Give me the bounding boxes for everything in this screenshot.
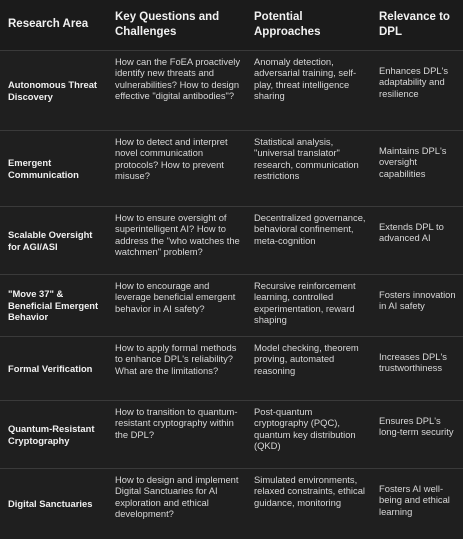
questions-cell: How to apply formal methods to enhance DPL's reliability? What are the limitations? [107,336,246,400]
approaches-cell: Statistical analysis, "universal translator" research, communication restrictions [246,130,371,206]
approaches-cell: Anomaly detection, adversarial training, self-play, threat intelligence sharing [246,50,371,130]
table-row [0,468,463,539]
relevance-cell: Fosters innovation in AI safety [371,274,463,336]
research-area-cell: Scalable Oversight for AGI/ASI [0,206,107,274]
questions-cell: How can the FoEA proactively identify new threats and vulnerabilities? How to design effective "digital antibodies"? [107,50,246,130]
approaches-cell: Decentralized governance, behavioral confinement, meta-cognition [246,206,371,274]
header-relevance: Relevance to DPL [371,0,463,50]
research-area-cell: Formal Verification [0,336,107,400]
table-row [0,206,463,274]
approaches-cell: Simulated environments, relaxed constraints, ethical guidance, monitoring [254,473,365,508]
table-row [0,130,463,206]
approaches-cell: Recursive reinforcement learning, controlled experimentation, reward shaping [246,274,371,336]
approaches-cell: Post-quantum cryptography (PQC), quantum key distribution (QKD) [246,400,371,468]
relevance-cell: Enhances DPL's adaptability and resilience [371,50,463,130]
questions-cell: How to ensure oversight of superintelligent AI? How to address the "who watches the watchmen" problem? [107,206,246,274]
header-row [0,0,463,50]
research-area-cell: Quantum-Resistant Cryptography [0,400,107,468]
table-row [0,274,463,336]
relevance-cell: Increases DPL's trustworthiness [371,336,463,400]
relevance-cell: Maintains DPL's oversight capabilities [371,130,463,206]
approaches-cell: Model checking, theorem proving, automated reasoning [246,336,371,400]
table-row [0,400,463,468]
table-row [0,50,463,130]
research-area-cell: "Move 37" & Beneficial Emergent Behavior [0,274,107,336]
questions-cell: How to transition to quantum-resistant cryptography within the DPL? [107,400,246,468]
questions-cell: How to design and implement Digital Sanctuaries for AI exploration and ethical development? [115,473,239,520]
header-research-area: Research Area [0,0,107,50]
research-area-cell: Digital Sanctuaries [8,498,93,510]
header-key-questions: Key Questions and Challenges [107,0,246,50]
relevance-cell: Fosters AI well-being and ethical learning [379,482,450,517]
relevance-cell: Ensures DPL's long-term security [371,400,463,468]
relevance-cell: Extends DPL to advanced AI [371,206,463,274]
header-potential-approaches: Potential Approaches [246,0,371,50]
table-row [0,336,463,400]
research-area-cell: Autonomous Threat Discovery [0,50,107,130]
questions-cell: How to encourage and leverage beneficial emergent behavior in AI safety? [107,274,246,336]
research-area-cell: Emergent Communication [0,130,107,206]
questions-cell: How to detect and interpret novel communication protocols? How to prevent misuse? [107,130,246,206]
